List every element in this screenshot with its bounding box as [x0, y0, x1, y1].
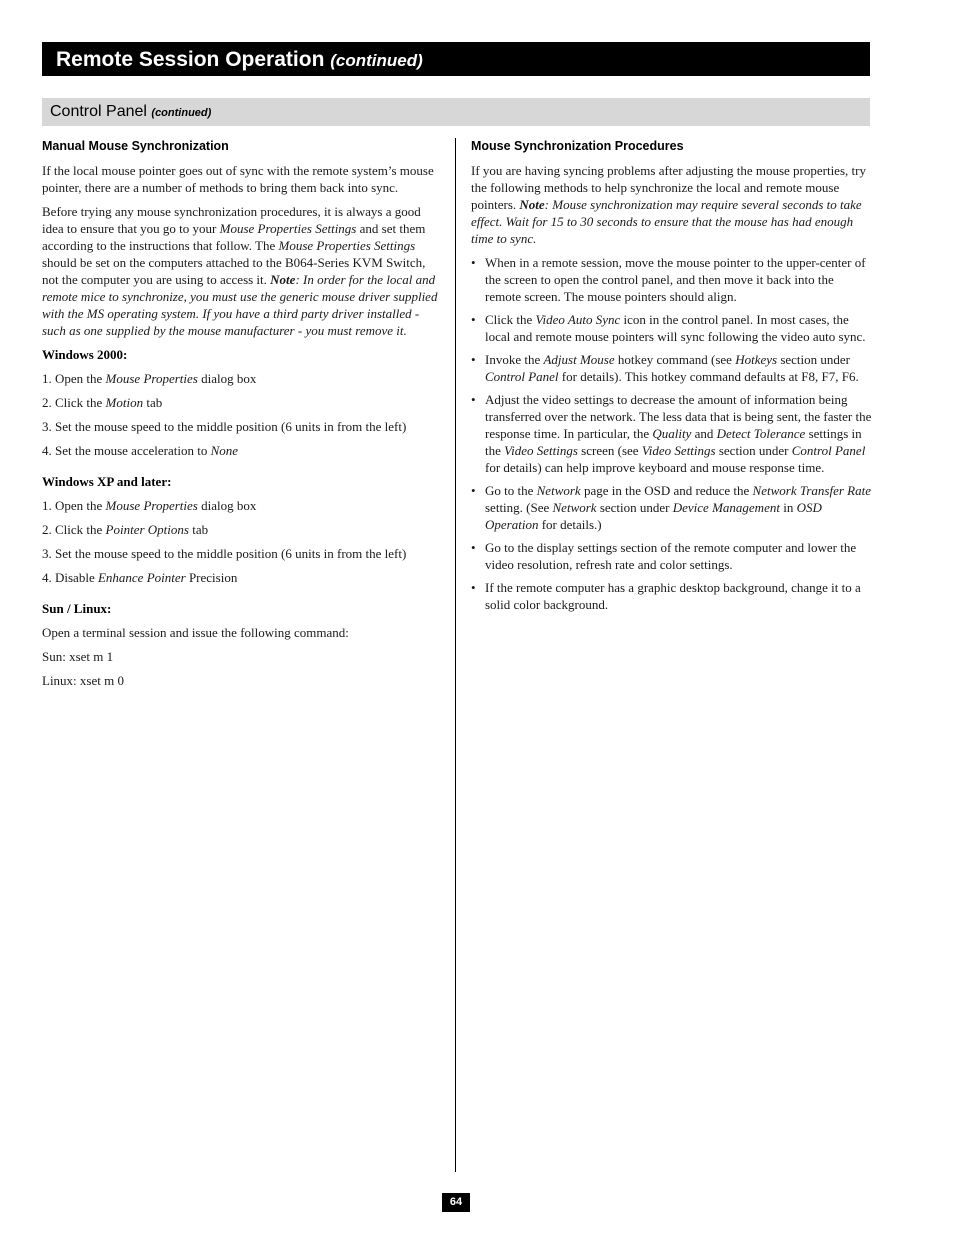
manual-sync-heading: Manual Mouse Synchronization — [42, 139, 229, 153]
win2000-step-1: 1. Open the Mouse Properties dialog box — [42, 371, 257, 386]
column-divider — [455, 138, 456, 1172]
list-item: • Go to the display settings section of the remote computer and lower the video resolution, refresh rate and color settings. — [471, 539, 873, 573]
right-column — [471, 138, 873, 619]
linux-command: Linux: xset m 0 — [42, 673, 124, 688]
sun-linux-heading: Sun / Linux: — [42, 601, 112, 616]
win2000-step-2: 2. Click the Motion tab — [42, 395, 163, 410]
winxp-step-4: 4. Disable Enhance Pointer Precision — [42, 570, 238, 585]
sync-procedures-list — [471, 254, 873, 613]
page-header-continued: (continued) — [330, 51, 423, 70]
page-header-banner — [42, 42, 870, 76]
sun-linux-instruction: Open a terminal session and issue the following command: — [42, 625, 349, 640]
list-item: • If the remote computer has a graphic desktop background, change it to a solid color background. — [471, 579, 873, 613]
manual-sync-intro: If the local mouse pointer goes out of sync with the remote system’s mouse pointer, there are a number of methods to bring them back into sync. — [42, 163, 434, 195]
list-item: • Go to the Network page in the OSD and reduce the Network Transfer Rate setting. (See Network section under Device Management in OSD Operation for details.) — [471, 482, 873, 533]
page-header-title: Remote Session Operation — [56, 48, 325, 71]
winxp-step-1: 1. Open the Mouse Properties dialog box — [42, 498, 257, 513]
left-column — [42, 138, 442, 696]
list-item: • Adjust the video settings to decrease the amount of information being transferred over the network. The less data that is being sent, the faster the response time. In particular, the Quality and Detect Tolerance settings in the Video Settings screen (see Video Settings section under Control Panel for details) can help improve keyboard and mouse response time. — [471, 391, 873, 476]
sun-command: Sun: xset m 1 — [42, 649, 114, 664]
section-title: Control Panel — [50, 103, 147, 120]
section-header-bar — [42, 98, 870, 126]
windows-2000-heading: Windows 2000: — [42, 347, 128, 362]
winxp-step-3: 3. Set the mouse speed to the middle position (6 units in from the left) — [42, 546, 407, 561]
section-continued: (continued) — [151, 107, 212, 119]
page-number: 64 — [442, 1193, 470, 1212]
windows-xp-heading: Windows XP and later: — [42, 474, 172, 489]
list-item: • When in a remote session, move the mouse pointer to the upper-center of the screen to open the control panel, and then move it back into the remote screen. The mouse pointers should align. — [471, 254, 873, 305]
win2000-step-3: 3. Set the mouse speed to the middle position (6 units in from the left) — [42, 419, 407, 434]
list-item: • Click the Video Auto Sync icon in the control panel. In most cases, the local and remote mouse pointers will sync following the video auto sync. — [471, 311, 873, 345]
sync-procedures-intro: If you are having syncing problems after adjusting the mouse properties, try the following methods to help synchronize the local and remote mouse pointers. Note: Mouse synchronization may require several seconds to take effect. Wait for 15 to 30 seconds to ensure that the mouse has had enough time to sync. — [471, 163, 866, 246]
win2000-step-4: 4. Set the mouse acceleration to None — [42, 443, 239, 458]
manual-sync-paragraph: Before trying any mouse synchronization procedures, it is always a good idea to ensure that you go to your Mouse Properties Settings and set them according to the instructions that follow. The Mouse Properties Settings should be set on the computers attached to the B064-Series KVM Switch, not the computer you are using to access it. Note: In order for the local and remote mice to synchronize, you must use the generic mouse driver supplied with the MS operating system. If you have a third party driver installed - such as one supplied by the mouse manufacturer - you must remove it. — [42, 204, 438, 338]
winxp-step-2: 2. Click the Pointer Options tab — [42, 522, 209, 537]
list-item: • Invoke the Adjust Mouse hotkey command (see Hotkeys section under Control Panel for details). This hotkey command defaults at F8, F7, F6. — [471, 351, 873, 385]
sync-procedures-heading: Mouse Synchronization Procedures — [471, 139, 684, 153]
